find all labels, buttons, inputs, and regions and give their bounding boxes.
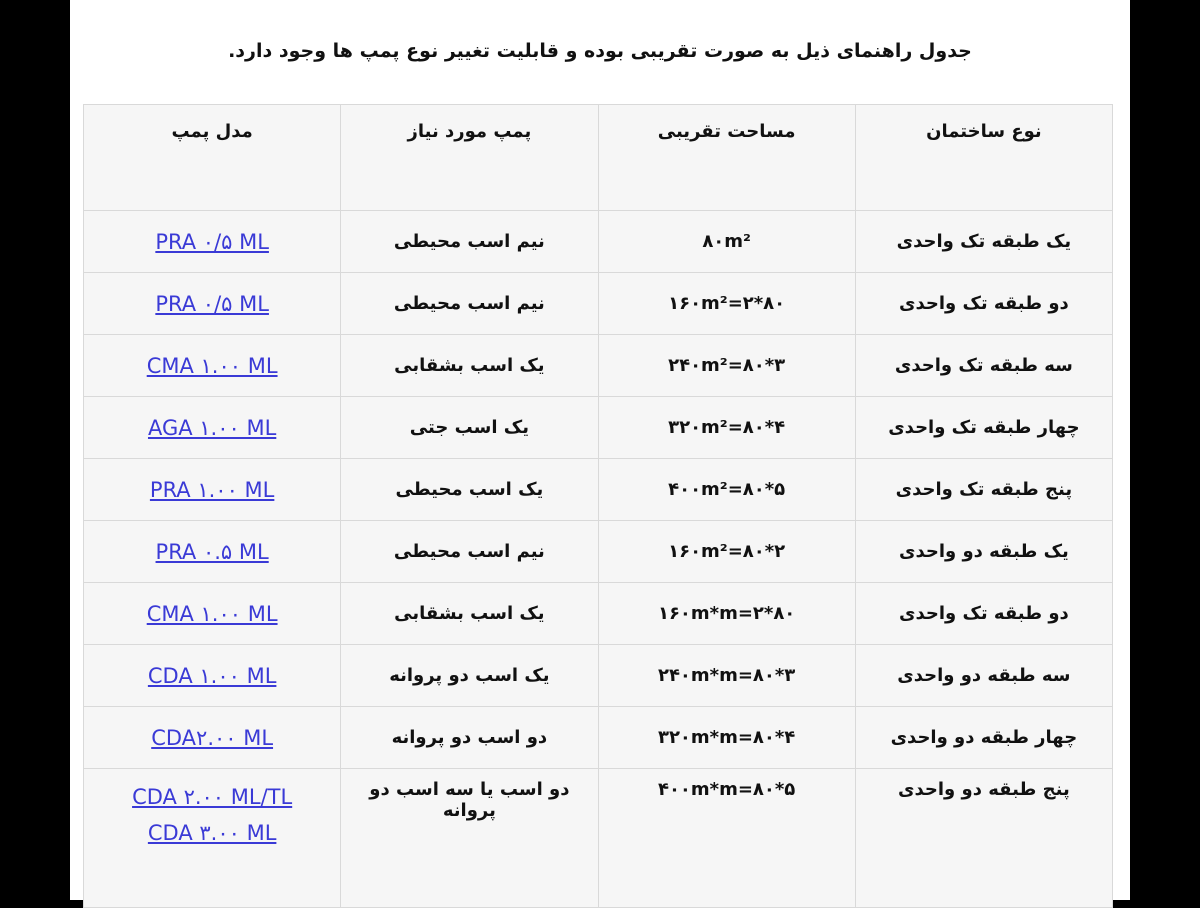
cell-building-type: سه طبقه تک واحدی <box>855 335 1112 397</box>
pump-model-link[interactable]: CDA۲.۰۰ ML <box>151 725 274 750</box>
table-row <box>84 273 1113 335</box>
header-approx-area: مساحت تقریبی <box>598 105 855 211</box>
cell-required-pump: دو اسب یا سه اسب دو پروانه <box>341 769 598 908</box>
cell-building-type: دو طبقه تک واحدی <box>855 583 1112 645</box>
table-header-row <box>84 105 1113 211</box>
cell-required-pump: یک اسب دو پروانه <box>341 645 598 707</box>
cell-required-pump: نیم اسب محیطی <box>341 211 598 273</box>
table-caption: جدول راهنمای ذیل به صورت تقریبی بوده و قابلیت تغییر نوع پمپ ها وجود دارد. <box>228 40 972 62</box>
pump-model-link[interactable]: CDA ۳.۰۰ ML <box>147 821 277 845</box>
header-building-type: نوع ساختمان <box>855 105 1112 211</box>
pump-model-link[interactable]: AGA ۱.۰۰ ML <box>147 415 277 440</box>
cell-pump-model <box>84 521 341 583</box>
header-pump-model: مدل پمپ <box>84 105 341 211</box>
pump-model-link[interactable]: PRA ۰/۵ ML <box>155 291 269 316</box>
pump-model-link[interactable]: PRA ۰.۵ ML <box>155 539 269 564</box>
cell-pump-model <box>84 397 341 459</box>
pump-model-link[interactable]: CMA ۱.۰۰ ML <box>146 601 278 626</box>
table-row <box>84 459 1113 521</box>
cell-approx-area: ۱۶۰m*m=۲*۸۰ <box>598 583 855 645</box>
cell-required-pump: نیم اسب محیطی <box>341 273 598 335</box>
cell-building-type: چهار طبقه تک واحدی <box>855 397 1112 459</box>
cell-approx-area: ۱۶۰m²=۲*۸۰ <box>598 273 855 335</box>
cell-building-type: یک طبقه دو واحدی <box>855 521 1112 583</box>
cell-pump-model <box>84 583 341 645</box>
cell-approx-area: ۴۰۰m²=۸۰*۵ <box>598 459 855 521</box>
table-row <box>84 335 1113 397</box>
cell-pump-model <box>84 211 341 273</box>
cell-pump-model <box>84 769 341 908</box>
pump-guide-table <box>83 104 1113 908</box>
cell-pump-model <box>84 459 341 521</box>
document-page <box>70 0 1130 900</box>
table-row <box>84 645 1113 707</box>
pump-model-link[interactable]: PRA ۰/۵ ML <box>155 229 269 254</box>
table-row <box>84 707 1113 769</box>
pump-model-link[interactable]: CDA ۱.۰۰ ML <box>147 663 277 688</box>
cell-pump-model <box>84 273 341 335</box>
cell-building-type: پنج طبقه تک واحدی <box>855 459 1112 521</box>
cell-pump-model <box>84 335 341 397</box>
cell-building-type: پنج طبقه دو واحدی <box>855 769 1112 908</box>
cell-building-type: چهار طبقه دو واحدی <box>855 707 1112 769</box>
table-row <box>84 211 1113 273</box>
table-row <box>84 583 1113 645</box>
cell-building-type: یک طبقه تک واحدی <box>855 211 1112 273</box>
table-row <box>84 397 1113 459</box>
cell-approx-area: ۱۶۰m²=۸۰*۲ <box>598 521 855 583</box>
cell-approx-area: ۳۲۰m²=۸۰*۴ <box>598 397 855 459</box>
pump-model-link[interactable]: PRA ۱.۰۰ ML <box>149 477 275 502</box>
cell-approx-area: ۳۲۰m*m=۸۰*۴ <box>598 707 855 769</box>
cell-required-pump: یک اسب بشقابی <box>341 583 598 645</box>
cell-building-type: دو طبقه تک واحدی <box>855 273 1112 335</box>
cell-required-pump: نیم اسب محیطی <box>341 521 598 583</box>
pump-model-link[interactable]: CDA ۲.۰۰ ML/TL <box>132 785 293 809</box>
cell-required-pump: یک اسب جتی <box>341 397 598 459</box>
cell-approx-area: ۲۴۰m*m=۸۰*۳ <box>598 645 855 707</box>
cell-approx-area: ۲۴۰m²=۸۰*۳ <box>598 335 855 397</box>
table-row <box>84 769 1113 908</box>
cell-required-pump: یک اسب بشقابی <box>341 335 598 397</box>
table-row <box>84 521 1113 583</box>
header-required-pump: پمپ مورد نیاز <box>341 105 598 211</box>
cell-required-pump: یک اسب محیطی <box>341 459 598 521</box>
pump-model-link[interactable]: CMA ۱.۰۰ ML <box>146 353 278 378</box>
cell-approx-area: ۸۰m² <box>598 211 855 273</box>
cell-pump-model <box>84 645 341 707</box>
table-body <box>84 211 1113 908</box>
cell-required-pump: دو اسب دو پروانه <box>341 707 598 769</box>
cell-approx-area: ۴۰۰m*m=۸۰*۵ <box>598 769 855 908</box>
cell-pump-model <box>84 707 341 769</box>
cell-building-type: سه طبقه دو واحدی <box>855 645 1112 707</box>
